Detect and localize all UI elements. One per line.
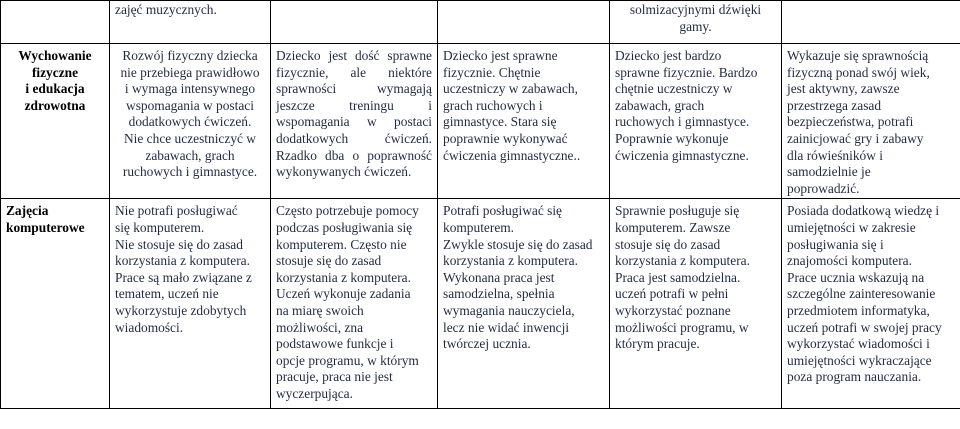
grade-level-4-cell: Sprawnie posługuje się komputerem. Zawsze stosuje się do zasad korzystania z komputera. Praca jest samodzielna. uczeń potrafi w pełni wykorzystać poznane możliwości programu, w którym pracuje. (610, 199, 782, 409)
table-row-physical-education (1, 44, 960, 199)
grade-level-3-cell: Dziecko jest sprawne fizycznie. Chętnie uczestniczy w zabawach, grach ruchowych i gimnastyce. Stara się poprawnie wykonywać ćwiczenia gimnastyczne.. (438, 44, 610, 199)
subject-header-cell: Zajęcia komputerowe (1, 199, 110, 409)
grade-level-5-cell: Posiada dodatkową wiedzę i umiejętności w zakresie posługiwania się i znajomości komputera. Prace ucznia wskazują na szczególne zainteresowanie przedmiotem informatyka, uczeń potrafi w swojej pracy wykorzystać wiadomości i umiejętności wykraczające poza program nauczania. (782, 199, 960, 409)
grade-level-3-cell: Potrafi posługiwać się komputerem. Zwykle stosuje się do zasad korzystania z komputera. Wykonana praca jest samodzielna, spełnia wymagania nauczyciela, lecz nie widać inwencji twórczej ucznia. (438, 199, 610, 409)
grade-level-5-cell: Wykazuje się sprawnością fizyczną ponad swój wiek, jest aktywny, zawsze przestrzega zasad bezpieczeństwa, potrafi zainicjować gry i zabawy dla rówieśników i samodzielnie je poprowadzić. (782, 44, 960, 199)
grade-level-1-cell: zajęć muzycznych. (110, 1, 271, 44)
grade-level-2-cell: Dziecko jest dość sprawne fizycznie, ale niektóre sprawności wymagają jeszcze treningu i wspomagania w postaci dodatkowych ćwiczeń. Rzadko dba o poprawność wykonywanych ćwiczeń. (271, 44, 438, 199)
subject-header-cell (1, 1, 110, 44)
grade-level-4-cell: Dziecko jest bardzo sprawne fizycznie. Bardzo chętnie uczestniczy w zabawach, grach ruchowych i gimnastyce. Poprawnie wykonuje ćwiczenia gimnastyczne. (610, 44, 782, 199)
grade-level-1-cell: Rozwój fizyczny dziecka nie przebiega prawidłowo i wymaga intensywnego wspomagania w postaci dodatkowych ćwiczeń. Nie chce uczestniczyć w zabawach, grach ruchowych i gimnastyce. (110, 44, 271, 199)
grade-level-2-cell (271, 1, 438, 44)
table-row-music-continuation (1, 1, 960, 44)
grade-level-3-cell (438, 1, 610, 44)
grade-level-1-cell: Nie potrafi posługiwać się komputerem. Nie stosuje się do zasad korzystania z komputera. Prace są mało związane z tematem, uczeń nie wykorzystuje zdobytych wiadomości. (110, 199, 271, 409)
grade-level-5-cell (782, 1, 960, 44)
grade-level-2-cell: Często potrzebuje pomocy podczas posługiwania się komputerem. Często nie stosuje się do zasad korzystania z komputera. Uczeń wykonuje zadania na miarę swoich możliwości, zna podstawowe funkcje i opcje programu, w którym pracuje, praca nie jest wyczerpująca. (271, 199, 438, 409)
grade-level-4-cell: solmizacyjnymi dźwięki gamy. (610, 1, 782, 44)
subject-header-cell: Wychowanie fizyczne i edukacja zdrowotna (1, 44, 110, 199)
table-row-computer-classes (1, 199, 960, 409)
